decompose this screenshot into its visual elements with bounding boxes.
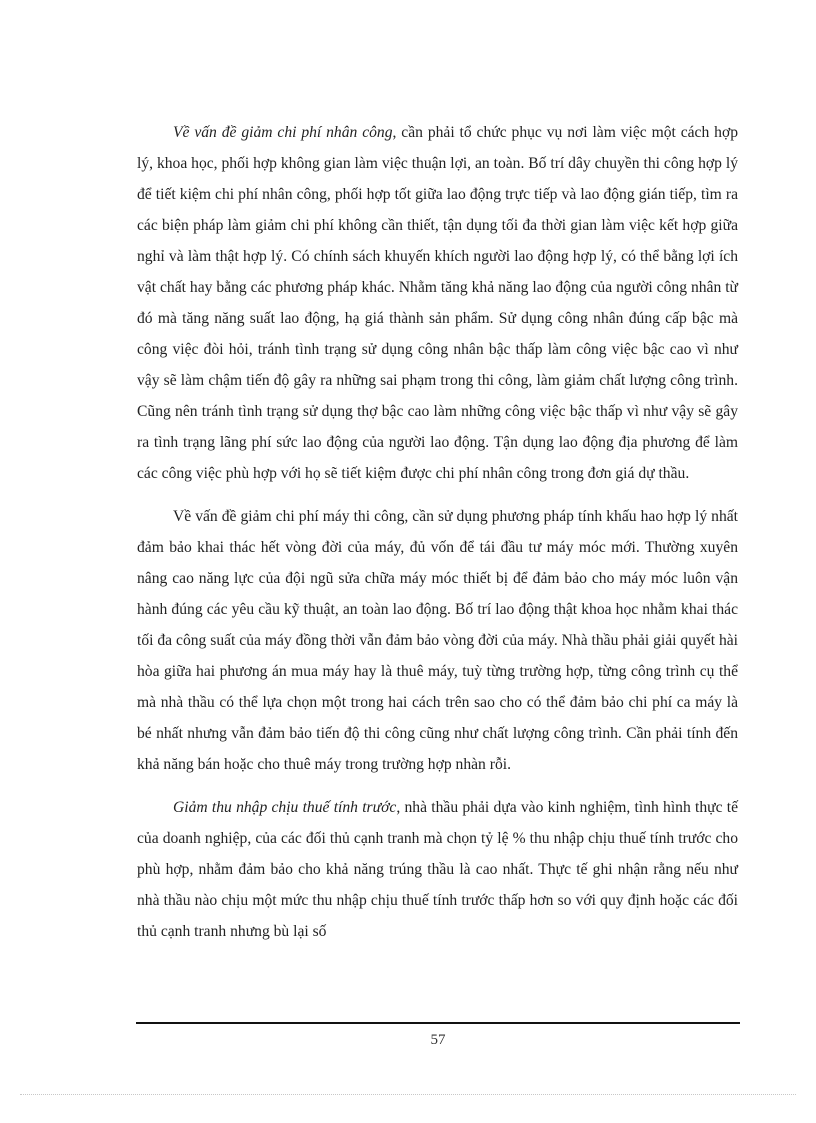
paragraph-text: , cần phải tổ chức phục vụ nơi làm việc một cách hợp lý, khoa học, phối hợp không gian làm việc thuận lợi, an toàn. Bố trí dây chuyền thi công hợp lý để tiết kiệm chi phí nhân công, phối hợp tốt giữa lao động trực tiếp và lao động gián tiếp, tìm ra các biện pháp làm giảm chi phí không cần thiết, tận dụng tối đa thời gian làm việc kết hợp giữa nghỉ và làm thật hợp lý. Có chính sách khuyến khích người lao động hợp lý, có thể bằng lợi ích vật chất hay bằng các phương pháp khác. Nhằm tăng khả năng lao động của người công nhân từ đó mà tăng năng suất lao động, hạ giá thành sản phẩm. Sử dụng công nhân đúng cấp bậc mà công việc đòi hỏi, tránh tình trạng sử dụng công nhân bậc thấp làm công việc bậc cao vì như vậy sẽ làm chậm tiến độ gây ra những sai phạm trong thi công, làm giảm chất lượng công trình. Cũng nên tránh tình trạng sử dụng thợ bậc cao làm những công việc bậc thấp vì như vậy sẽ gây ra tình trạng lãng phí sức lao động của người lao động. Tận dụng lao động địa phương để làm các công việc phù hợp với họ sẽ tiết kiệm được chi phí nhân công trong đơn giá dự thầu. — [137, 124, 738, 482]
paragraph-lead-italic: Về vấn đề giảm chi phí nhân công — [173, 124, 393, 141]
page-body — [137, 117, 738, 959]
page-number: 57 — [430, 1032, 446, 1048]
paragraph-labor-cost — [137, 117, 738, 489]
paragraph-text: Về vấn đề giảm chi phí máy thi công, cần sử dụng phương pháp tính khấu hao hợp lý nhất đảm bảo khai thác hết vòng đời của máy, đủ vốn để tái đầu tư máy móc mới. Thường xuyên nâng cao năng lực của đội ngũ sửa chữa máy móc thiết bị để đảm bảo cho máy móc luôn vận hành đúng các yêu cầu kỹ thuật, an toàn lao động. Bố trí lao động thật khoa học nhằm khai thác tối đa công suất của máy đồng thời vẫn đảm bảo vòng đời của máy. Nhà thầu phải giải quyết hài hòa giữa hai phương án mua máy hay là thuê máy, tuỳ từng trường hợp, từng công trình cụ thể mà nhà thầu có thể lựa chọn một trong hai cách trên sao cho có thể đảm bảo chi phí ca máy là bé nhất nhưng vẫn đảm bảo tiến độ thi công cũng như chất lượng công trình. Cần phải tính đến khả năng bán hoặc cho thuê máy trong trường hợp nhàn rỗi. — [137, 508, 738, 773]
paragraph-lead-italic: Giảm thu nhập chịu thuế tính trước — [173, 799, 397, 816]
paragraph-text: , nhà thầu phải dựa vào kinh nghiệm, tình hình thực tế của doanh nghiệp, của các đối thủ cạnh tranh mà chọn tỷ lệ % thu nhập chịu thuế tính trước cho phù hợp, nhằm đảm bảo cho khả năng trúng thầu là cao nhất. Thực tế ghi nhận rằng nếu như nhà thầu nào chịu một mức thu nhập chịu thuế tính trước thấp hơn so với quy định hoặc các đối thủ cạnh tranh nhưng bù lại số — [137, 799, 738, 940]
paragraph-machine-cost — [137, 501, 738, 780]
paragraph-pretax-income — [137, 792, 738, 947]
footer-rule — [136, 1022, 740, 1024]
page-bottom-edge — [20, 1094, 796, 1095]
